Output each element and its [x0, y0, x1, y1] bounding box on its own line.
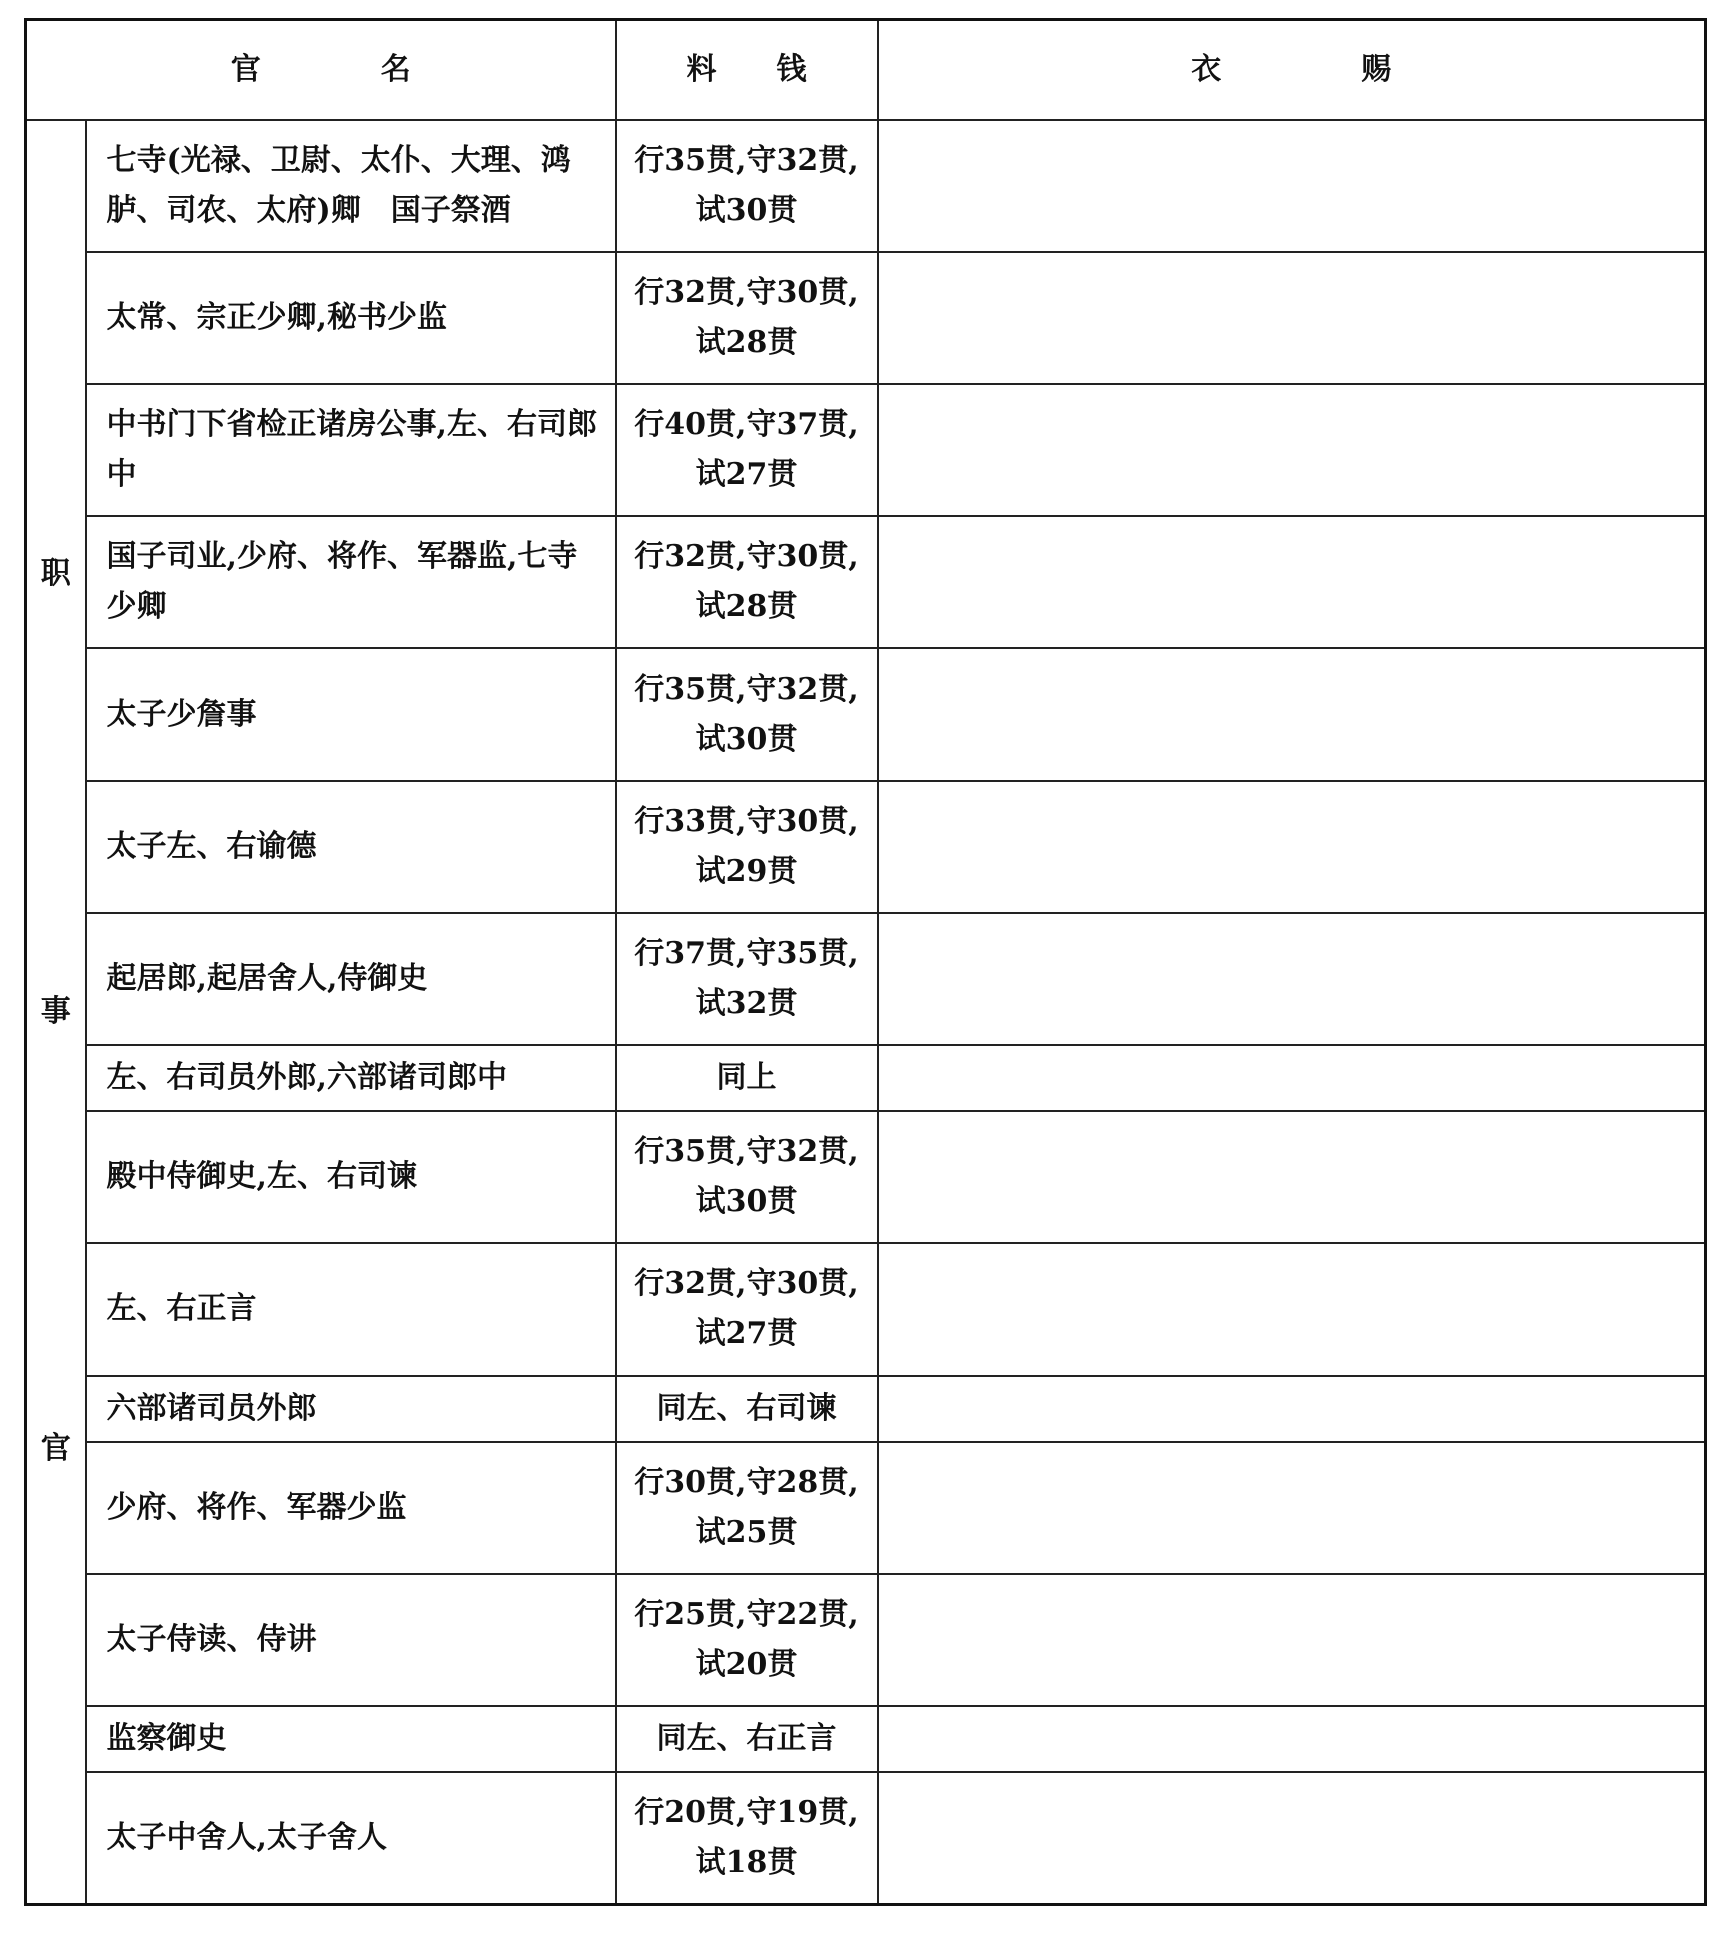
official-name-cell: 太常、宗正少卿,秘书少监 [86, 252, 616, 384]
category-char: 职 [40, 556, 71, 592]
header-pay-char-1: 料 [686, 51, 717, 87]
category-char: 事 [40, 993, 71, 1029]
pay-line-1: 行33贯,守30贯, [634, 803, 859, 839]
header-robe-char-2: 赐 [1361, 51, 1392, 87]
pay-line-2: 试30贯 [695, 192, 798, 228]
official-name-cell: 太子中舍人,太子舍人 [86, 1772, 616, 1904]
robe-cell [878, 1045, 1706, 1111]
robe-cell [878, 1111, 1706, 1243]
table-row [26, 516, 1706, 648]
table-row [26, 781, 1706, 913]
official-name-cell: 少府、将作、军器少监 [86, 1442, 616, 1574]
robe-cell [878, 1376, 1706, 1442]
robe-cell [878, 1442, 1706, 1574]
pay-line-2: 试29贯 [695, 853, 798, 889]
category-label [27, 162, 85, 1862]
pay-cell [616, 1111, 878, 1243]
pay-line-2: 试30贯 [695, 1184, 798, 1220]
pay-cell [616, 1045, 878, 1111]
table-row [26, 1706, 1706, 1772]
robe-cell [878, 120, 1706, 252]
pay-cell [616, 648, 878, 780]
table-row [26, 913, 1706, 1045]
pay-cell [616, 1243, 878, 1375]
robe-cell [878, 648, 1706, 780]
robe-cell [878, 1772, 1706, 1904]
official-name-cell: 太子左、右谕德 [86, 781, 616, 913]
pay-line-1: 行30贯,守28贯, [634, 1464, 859, 1500]
table-row [26, 1243, 1706, 1375]
pay-line-1: 同上 [716, 1060, 777, 1096]
pay-cell [616, 1574, 878, 1706]
table-row [26, 1574, 1706, 1706]
header-pay-char-2: 钱 [776, 51, 807, 87]
table-row [26, 252, 1706, 384]
table-row [26, 1442, 1706, 1574]
header-name-char-1: 官 [230, 51, 261, 87]
pay-line-1: 行35贯,守32贯, [634, 142, 859, 178]
pay-line-1: 行32贯,守30贯, [634, 539, 859, 575]
header-official-name [26, 20, 616, 120]
pay-line-2: 试25贯 [695, 1514, 798, 1550]
official-name-cell: 起居郎,起居舍人,侍御史 [86, 913, 616, 1045]
header-pay [616, 20, 878, 120]
robe-cell [878, 781, 1706, 913]
robe-cell [878, 1574, 1706, 1706]
table-body [26, 120, 1706, 1905]
pay-line-2: 试27贯 [695, 1316, 798, 1352]
robe-cell [878, 1706, 1706, 1772]
pay-line-2: 试32贯 [695, 985, 798, 1021]
pay-cell [616, 913, 878, 1045]
pay-cell [616, 1442, 878, 1574]
pay-line-2: 试20贯 [695, 1646, 798, 1682]
category-char: 官 [40, 1431, 71, 1467]
pay-line-1: 行35贯,守32贯, [634, 1134, 859, 1170]
category-cell [26, 120, 86, 1905]
table-row [26, 1376, 1706, 1442]
pay-line-2: 试28贯 [695, 324, 798, 360]
header-row [26, 20, 1706, 120]
robe-cell [878, 516, 1706, 648]
robe-cell [878, 384, 1706, 516]
pay-line-1: 行32贯,守30贯, [634, 274, 859, 310]
table-row [26, 1111, 1706, 1243]
pay-cell [616, 516, 878, 648]
table-row [26, 1772, 1706, 1904]
official-name-cell: 监察御史 [86, 1706, 616, 1772]
pay-line-1: 行37贯,守35贯, [634, 935, 859, 971]
pay-line-2: 试30贯 [695, 721, 798, 757]
salary-table [24, 18, 1707, 1906]
official-name-cell: 殿中侍御史,左、右司谏 [86, 1111, 616, 1243]
pay-line-1: 行35贯,守32贯, [634, 671, 859, 707]
official-name-cell: 太子少詹事 [86, 648, 616, 780]
robe-cell [878, 1243, 1706, 1375]
header-robe [878, 20, 1706, 120]
pay-cell [616, 252, 878, 384]
official-name-cell: 国子司业,少府、将作、军器监,七寺少卿 [86, 516, 616, 648]
official-name-cell: 太子侍读、侍讲 [86, 1574, 616, 1706]
pay-line-2: 试27贯 [695, 457, 798, 493]
table-row [26, 648, 1706, 780]
robe-cell [878, 252, 1706, 384]
header-robe-char-1: 衣 [1191, 51, 1222, 87]
official-name-cell: 左、右司员外郎,六部诸司郎中 [86, 1045, 616, 1111]
pay-line-1: 行32贯,守30贯, [634, 1266, 859, 1302]
pay-cell [616, 1376, 878, 1442]
pay-line-2: 试28贯 [695, 589, 798, 625]
pay-line-1: 行40贯,守37贯, [634, 407, 859, 443]
pay-line-1: 行20贯,守19贯, [634, 1795, 859, 1831]
official-name-cell: 七寺(光禄、卫尉、太仆、大理、鸿胪、司农、太府)卿 国子祭酒 [86, 120, 616, 252]
pay-line-2: 试18贯 [695, 1845, 798, 1881]
pay-cell [616, 1772, 878, 1904]
pay-cell [616, 120, 878, 252]
pay-line-1: 同左、右正言 [656, 1721, 837, 1757]
pay-cell [616, 1706, 878, 1772]
table-row [26, 120, 1706, 252]
robe-cell [878, 913, 1706, 1045]
official-name-cell: 左、右正言 [86, 1243, 616, 1375]
official-name-cell: 六部诸司员外郎 [86, 1376, 616, 1442]
table-row [26, 1045, 1706, 1111]
table-row [26, 384, 1706, 516]
pay-line-1: 行25贯,守22贯, [634, 1596, 859, 1632]
pay-line-1: 同左、右司谏 [656, 1390, 837, 1426]
official-name-cell: 中书门下省检正诸房公事,左、右司郎中 [86, 384, 616, 516]
header-name-char-2: 名 [380, 51, 411, 87]
pay-cell [616, 384, 878, 516]
pay-cell [616, 781, 878, 913]
